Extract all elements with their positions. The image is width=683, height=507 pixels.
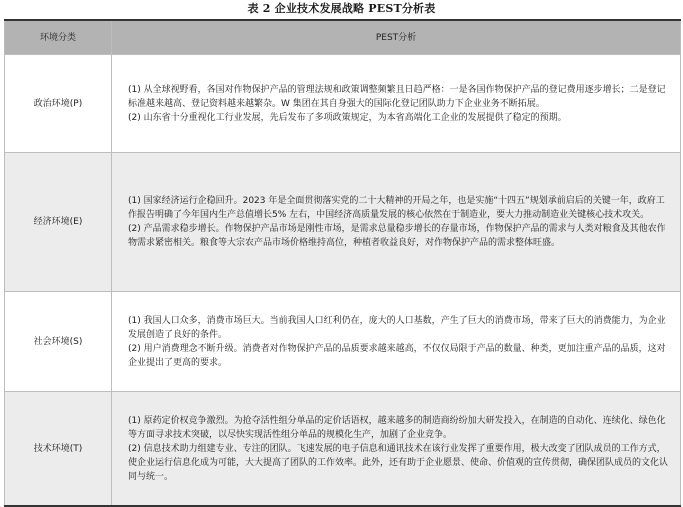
category-economic: 经济环境(E) [5,153,112,292]
analysis-technological [112,392,681,507]
header-analysis: PEST分析 [112,20,681,55]
analysis-item: (2) 信息技术助力组建专业、专注的团队。飞速发展的电子信息和通讯技术在该行业发挥了重要作用，极大改变了团队成员的工作方式，使企业运行信息化成为可能，大大提高了团队的工作效率。此外，还有助于企业愿景、使命、价值观的宣传贯彻，确保团队成员的文化认同与统一。 [128,443,669,482]
analysis-item: (1) 国家经济运行企稳回升。2023 年是全面贯彻落实党的二十大精神的开局之年，也是实施“十四五”规划承前启后的关键一年，政府工作报告明确了今年国内生产总值增长5% 左右，中国经济高质量发展的核心依然在于制造业，要大力推动制造业关键核心技术攻关。 [128,196,665,220]
category-social: 社会环境(S) [5,292,112,392]
analysis-item: (2) 用户消费理念不断升级。消费者对作物保护产品的品质要求越来越高，不仅仅局限于产品的数量、种类，更加注重产品的品质，这对企业提出了更高的要求。 [128,343,666,368]
analysis-item: (1) 从全球视野看，各国对作物保护产品的管理法规和政策调整频繁且日趋严格：一是各国作物保护产品的登记费用逐步增长；二是登记标准越来越高、登记资料越来越繁杂。W 集团在其自身强大的国际化登记团队助力下企业业务不断拓展。 [128,84,666,109]
analysis-political [112,55,681,153]
table-row-economic [5,153,681,292]
header-category: 环境分类 [5,20,112,55]
table-row-social [5,292,681,392]
analysis-item: (2) 山东省十分重视化工行业发展，先后发布了多项政策规定，为本省高端化工企业的发展提供了稳定的预期。 [128,112,567,123]
analysis-economic [112,153,681,292]
pest-table [4,19,681,507]
analysis-item: (1) 原药定价权竞争激烈。为抢夺活性组分单品的定价话语权，越来越多的制造商纷纷加大研发投入，在制造的自动化、连续化、绿色化等方面寻求技术突破，以尽快实现活性组分单品的规模化生产，加剧了企业竞争。 [128,415,666,440]
table-row-political [5,55,681,153]
category-political: 政治环境(P) [5,55,112,153]
table-caption: 表 2 企业技术发展战略 PEST分析表 [247,2,436,15]
analysis-item: (1) 我国人口众多，消费市场巨大。当前我国人口红利仍在，庞大的人口基数，产生了巨大的消费市场，带来了巨大的消费能力，为企业发展创造了良好的条件。 [128,315,666,340]
analysis-item: (2) 产品需求稳步增长。作物保护产品市场是刚性市场，是需求总量稳步增长的存量市场，作物保护产品的需求与人类对粮食及其他农作物需求紧密相关。粮食等大宗农产品市场价格维持高位，种植者收益良好，对作物保护产品的需求整体旺盛。 [128,224,666,248]
analysis-social [112,292,681,392]
table-header-row [5,20,681,55]
category-technological: 技术环境(T) [5,392,112,507]
table-row-technological [5,392,681,507]
